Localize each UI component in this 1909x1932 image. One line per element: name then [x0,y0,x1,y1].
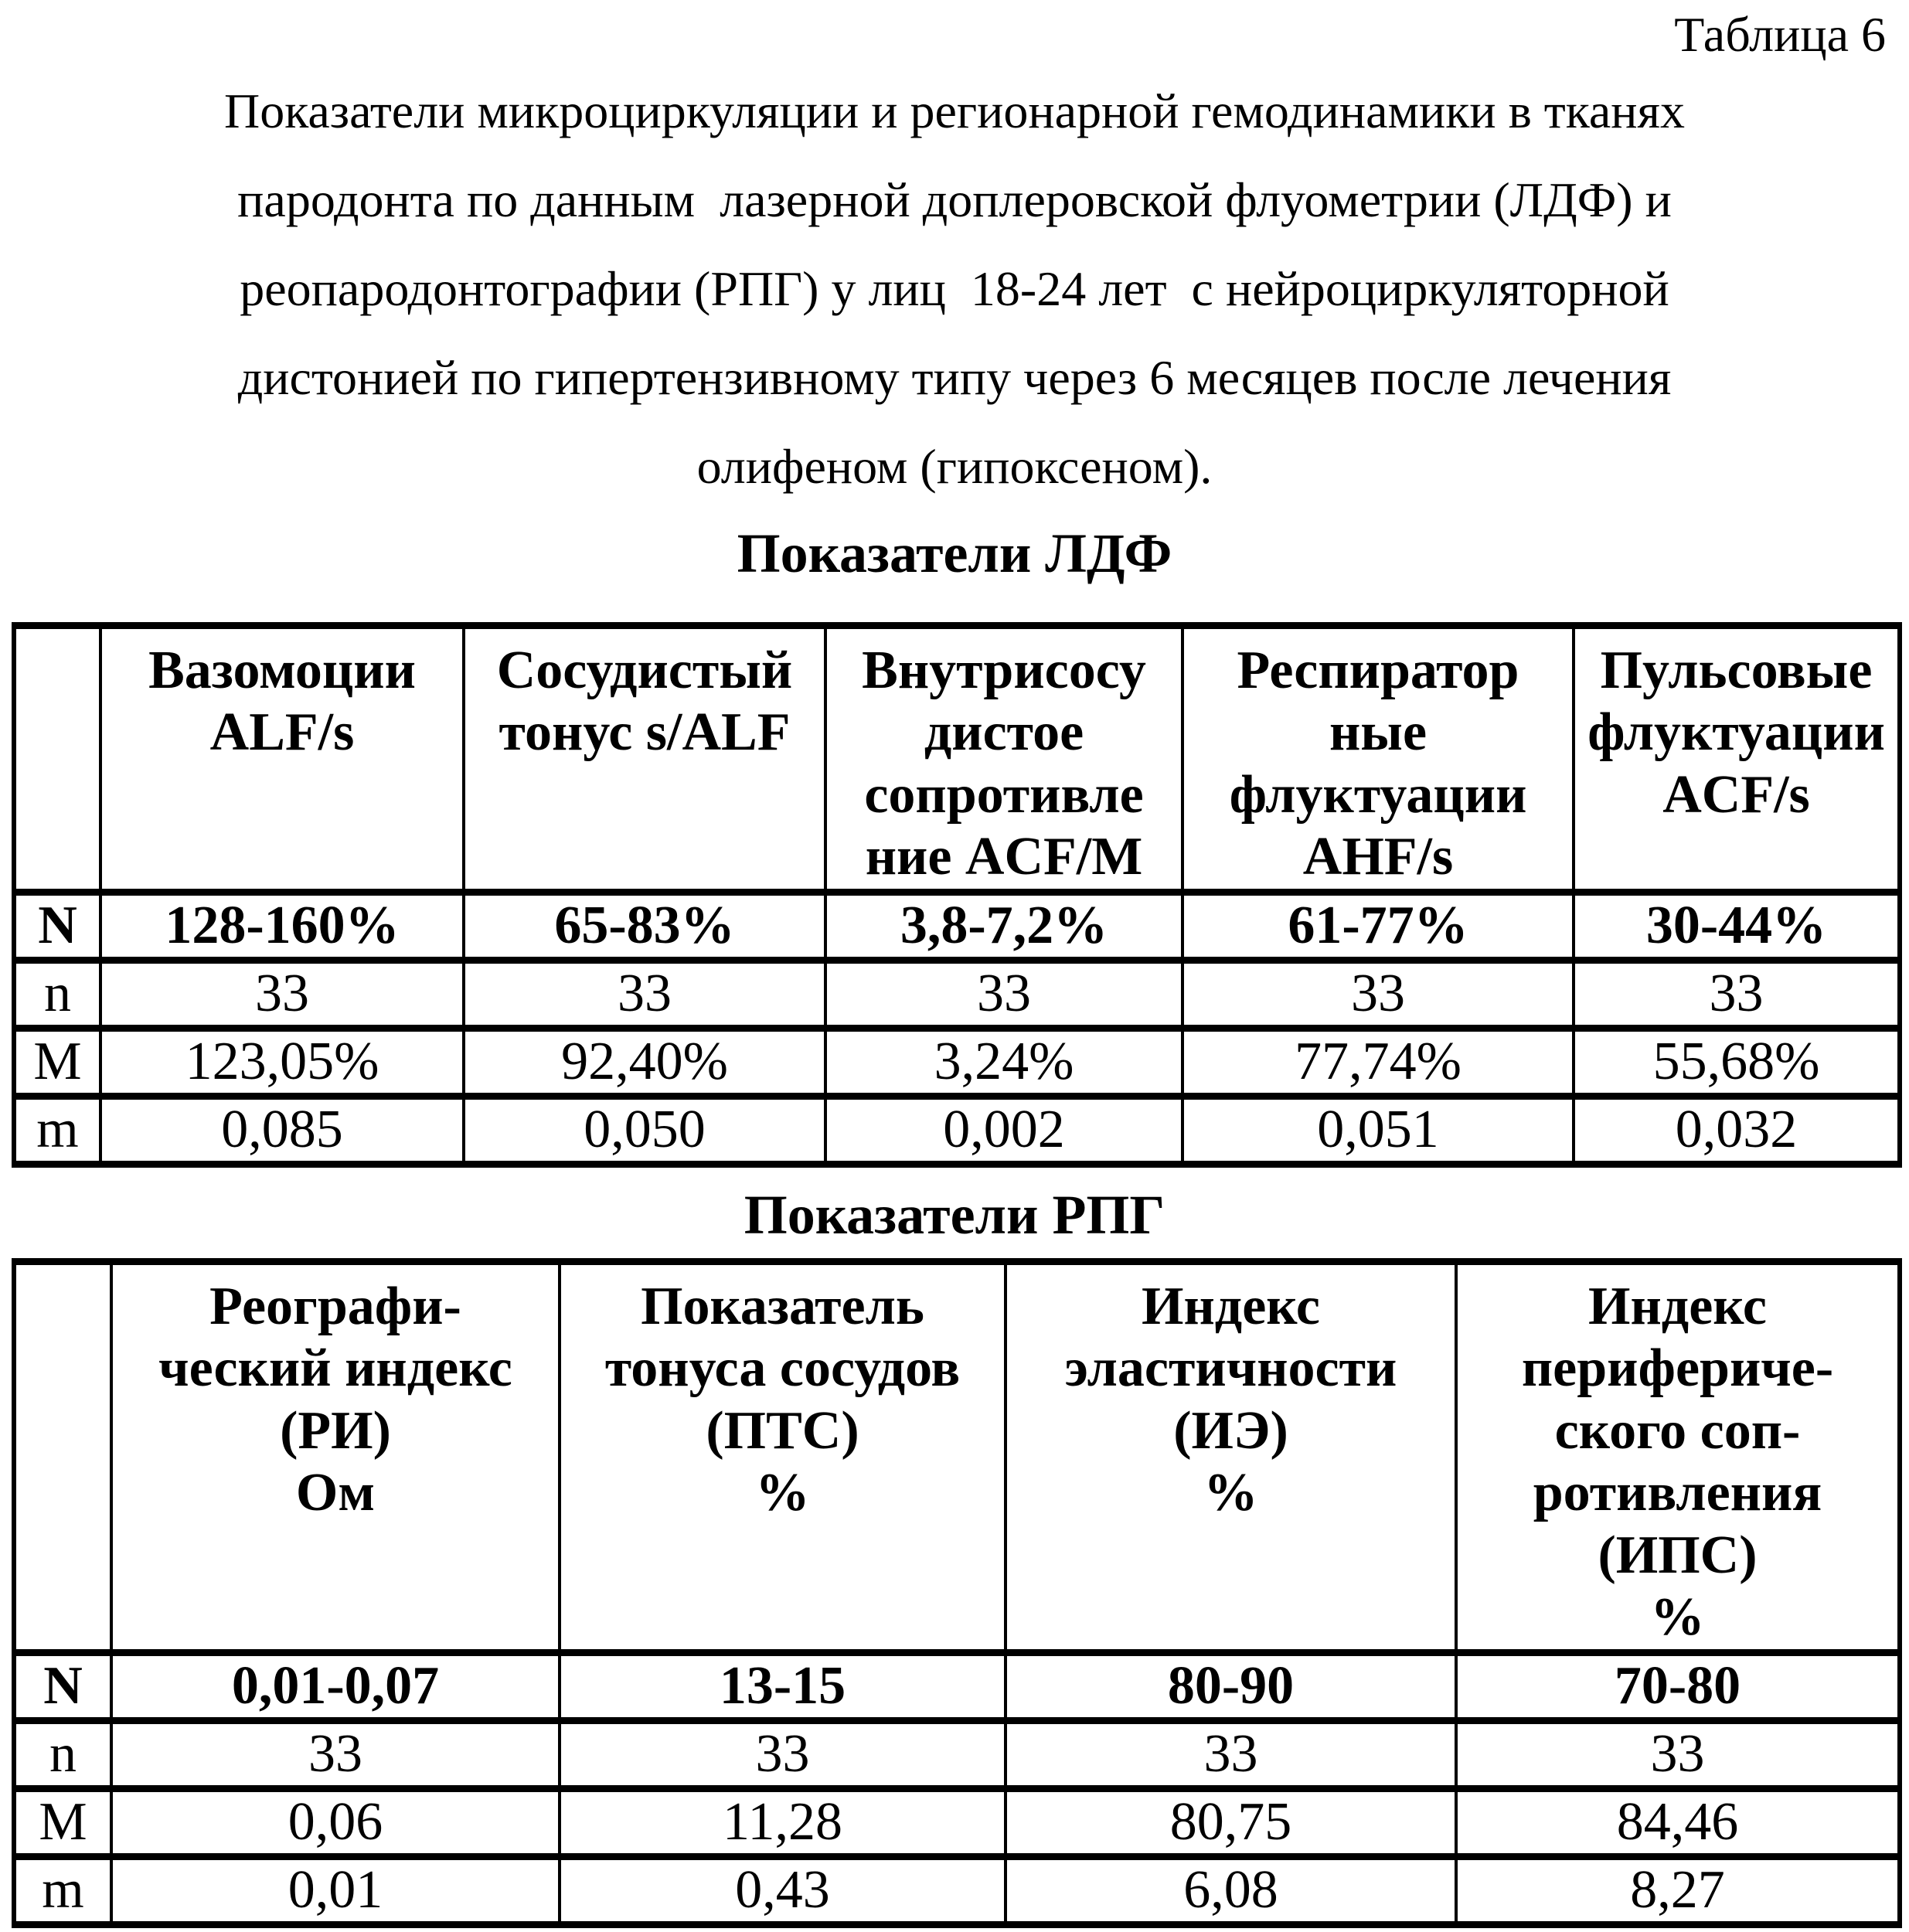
ldf-row-label-N: N [14,892,100,960]
rpg-cell-n-3: 33 [1006,1720,1456,1788]
rpg-cell-N-4: 70-80 [1456,1652,1900,1720]
ldf-col-header-respiratory-fluctuations: Респиратор ные флуктуации AHF/s [1182,625,1574,892]
ldf-cell-M-5: 55,68% [1574,1028,1900,1096]
rpg-cell-M-3: 80,75 [1006,1788,1456,1856]
ldf-cell-n-4: 33 [1182,960,1574,1028]
ldf-cell-m-4: 0,051 [1182,1096,1574,1164]
rpg-row-label-n: n [14,1720,111,1788]
ldf-table [12,622,1902,1168]
table-number-caption: Таблица 6 [1674,7,1886,62]
rpg-cell-m-1: 0,01 [111,1856,560,1924]
rpg-cell-N-1: 0,01-0,07 [111,1652,560,1720]
rpg-cell-n-2: 33 [560,1720,1006,1788]
rpg-col-header-rheographic-index: Реографи- ческий индекс (РИ) Ом [111,1261,560,1652]
rpg-cell-n-1: 33 [111,1720,560,1788]
ldf-cell-n-2: 33 [464,960,825,1028]
ldf-row-N [14,892,1900,960]
rpg-cell-m-3: 6,08 [1006,1856,1456,1924]
rpg-cell-M-2: 11,28 [560,1788,1006,1856]
rpg-col-header-elasticity-index: Индекс эластичности (ИЭ) % [1006,1261,1456,1652]
ldf-col-header-pulse-fluctuations: Пульсовые флуктуации ACF/s [1574,625,1900,892]
ldf-row-m [14,1096,1900,1164]
ldf-col-header-vascular-tone: Сосудистый тонус s/ALF [464,625,825,892]
ldf-header-row [14,625,1900,892]
ldf-row-label-m: m [14,1096,100,1164]
ldf-row-label-M: M [14,1028,100,1096]
ldf-col-header-intravascular-resistance: Внутрисосу дистое сопротивле ние ACF/M [825,625,1182,892]
rpg-table [12,1258,1902,1928]
ldf-cell-m-1: 0,085 [100,1096,464,1164]
rpg-section-title: Показатели РПГ [744,1183,1165,1246]
rpg-cell-m-2: 0,43 [560,1856,1006,1924]
rpg-cell-m-4: 8,27 [1456,1856,1900,1924]
rpg-corner-cell [14,1261,111,1652]
ldf-cell-n-5: 33 [1574,960,1900,1028]
ldf-cell-n-1: 33 [100,960,464,1028]
ldf-row-n [14,960,1900,1028]
rpg-col-header-vascular-tone-index: Показатель тонуса сосудов (ПТС) % [560,1261,1006,1652]
ldf-row-M [14,1028,1900,1096]
ldf-cell-N-1: 128-160% [100,892,464,960]
ldf-col-header-vazomotion: Вазомоции ALF/s [100,625,464,892]
rpg-row-label-M: M [14,1788,111,1856]
rpg-cell-M-1: 0,06 [111,1788,560,1856]
ldf-cell-M-1: 123,05% [100,1028,464,1096]
rpg-cell-M-4: 84,46 [1456,1788,1900,1856]
rpg-row-label-N: N [14,1652,111,1720]
document-title-line-5: олифеном (гипоксеном). [696,439,1213,495]
ldf-cell-M-4: 77,74% [1182,1028,1574,1096]
rpg-row-m [14,1856,1900,1924]
ldf-section-title: Показатели ЛДФ [737,522,1172,585]
rpg-cell-n-4: 33 [1456,1720,1900,1788]
ldf-cell-m-5: 0,032 [1574,1096,1900,1164]
document-title-line-4: дистонией по гипертензивному типу через 6 месяцев после лечения [237,350,1672,406]
rpg-cell-N-3: 80-90 [1006,1652,1456,1720]
ldf-cell-N-4: 61-77% [1182,892,1574,960]
ldf-cell-N-3: 3,8-7,2% [825,892,1182,960]
rpg-cell-N-2: 13-15 [560,1652,1006,1720]
document-title-line-2: пародонта по данным лазерной доплеровской флуометрии (ЛДФ) и [237,172,1672,228]
rpg-col-header-peripheral-resistance-index: Индекс перифериче- ского соп- ротивления (ИПС) % [1456,1261,1900,1652]
rpg-row-label-m: m [14,1856,111,1924]
ldf-cell-N-5: 30-44% [1574,892,1900,960]
rpg-header-row [14,1261,1900,1652]
document-title-line-1: Показатели микроциркуляции и регионарной гемодинамики в тканях [224,83,1685,139]
ldf-cell-m-2: 0,050 [464,1096,825,1164]
rpg-row-M [14,1788,1900,1856]
ldf-cell-N-2: 65-83% [464,892,825,960]
rpg-row-n [14,1720,1900,1788]
ldf-cell-m-3: 0,002 [825,1096,1182,1164]
ldf-row-label-n: n [14,960,100,1028]
ldf-cell-M-2: 92,40% [464,1028,825,1096]
ldf-cell-M-3: 3,24% [825,1028,1182,1096]
document-title [0,66,1909,511]
ldf-corner-cell [14,625,100,892]
document-title-line-3: реопародонтографии (РПГ) у лиц 18-24 лет с нейроциркуляторной [240,261,1669,317]
rpg-row-N [14,1652,1900,1720]
ldf-cell-n-3: 33 [825,960,1182,1028]
